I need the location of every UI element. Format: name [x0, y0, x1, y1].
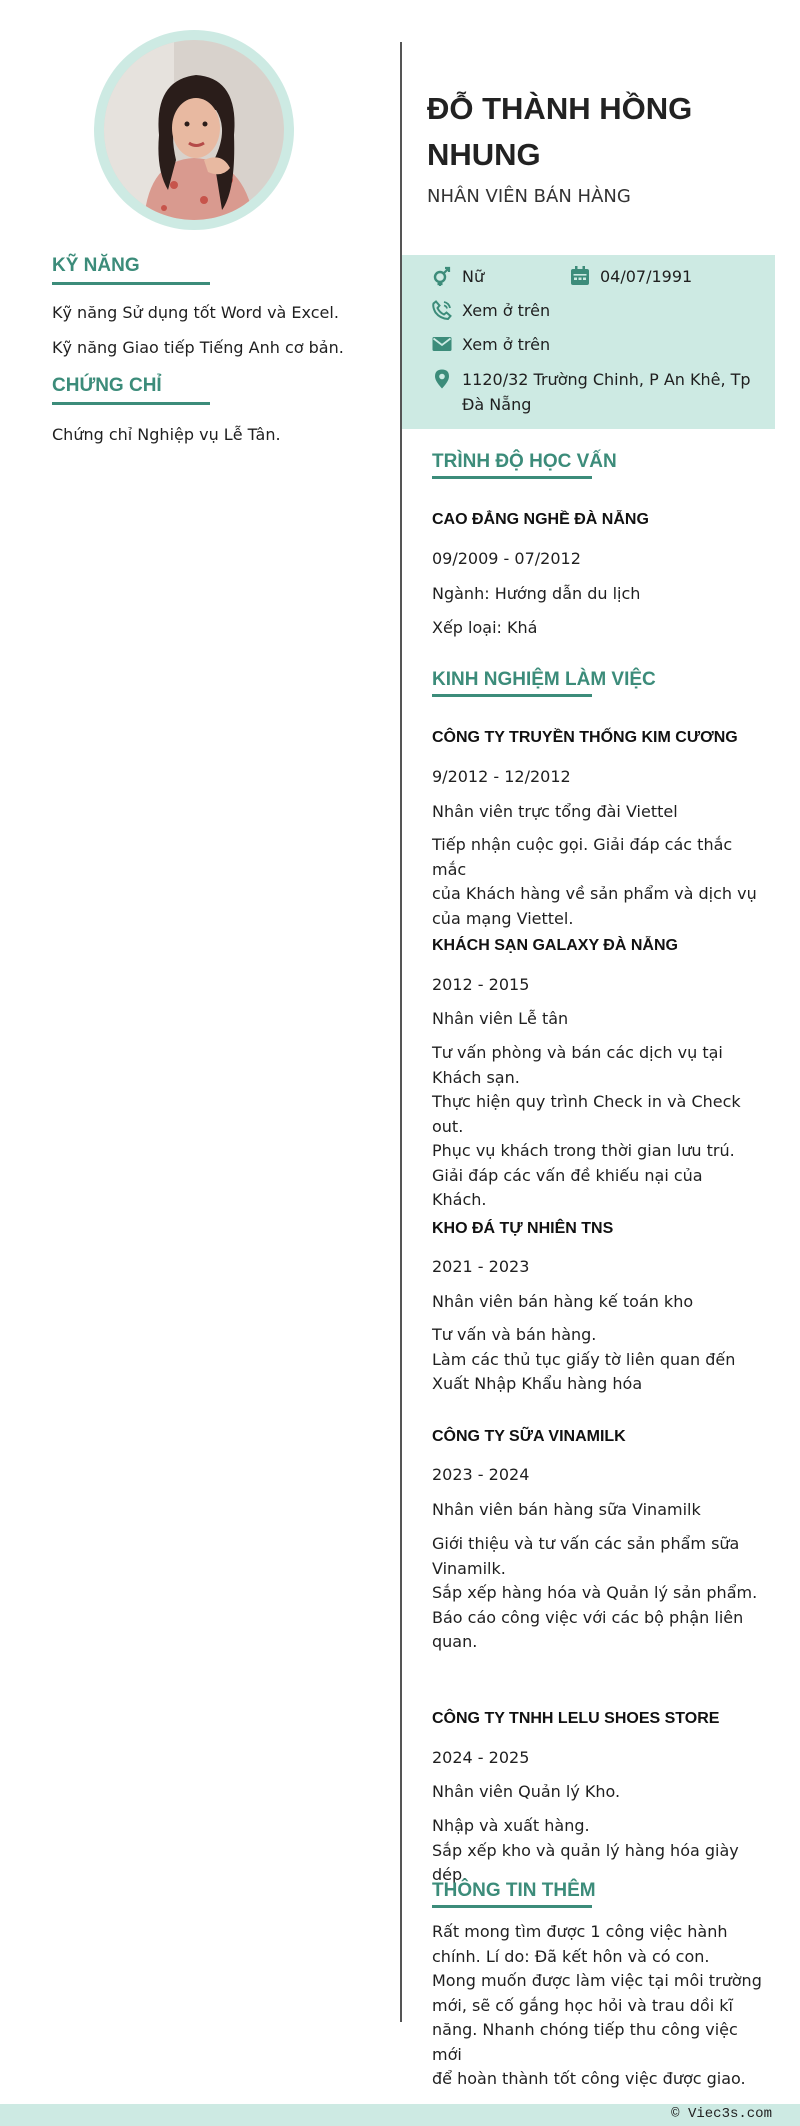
- profile-photo: [104, 40, 284, 220]
- gender-value: Nữ: [462, 267, 485, 286]
- skill-item: Kỹ năng Giao tiếp Tiếng Anh cơ bản.: [52, 338, 344, 357]
- job-position: Nhân viên trực tổng đài Viettel: [432, 802, 678, 821]
- job-period: 2023 - 2024: [432, 1465, 530, 1484]
- avatar: [94, 30, 294, 230]
- email-value: Xem ở trên: [462, 335, 551, 354]
- job-period: 2024 - 2025: [432, 1748, 530, 1767]
- full-name: ĐỖ THÀNH HỒNG NHUNG: [427, 91, 693, 172]
- experience-title: KINH NGHIỆM LÀM VIỆC: [432, 669, 656, 690]
- job-period: 2021 - 2023: [432, 1257, 530, 1276]
- job-company: CÔNG TY SỮA VINAMILK: [432, 1428, 626, 1445]
- education-underline: [432, 476, 592, 479]
- experience-underline: [432, 694, 592, 697]
- job-position: Nhân viên Lễ tân: [432, 1009, 569, 1028]
- job-position: Nhân viên bán hàng kế toán kho: [432, 1292, 694, 1311]
- skills-underline: [52, 282, 210, 285]
- job-company: KHO ĐÁ TỰ NHIÊN TNS: [432, 1220, 614, 1237]
- skills-title: KỸ NĂNG: [52, 255, 140, 276]
- job-description: Tư vấn phòng và bán các dịch vụ tại Khách sạn. Thực hiện quy trình Check in và Check out. Phục vụ khách trong thời gian lưu trú. Giải đáp các vấn đề khiếu nại của Khách.: [432, 1043, 741, 1209]
- job-period: 2012 - 2015: [432, 975, 530, 994]
- skill-item: Kỹ năng Sử dụng tốt Word và Excel.: [52, 303, 339, 322]
- job-company: CÔNG TY TNHH LELU SHOES STORE: [432, 1710, 720, 1727]
- school-name: CAO ĐẲNG NGHỀ ĐÀ NẴNG: [432, 511, 649, 528]
- email-icon: [432, 334, 452, 354]
- gender-icon: [432, 266, 452, 286]
- phone-icon: [432, 300, 452, 320]
- job-description: Tiếp nhận cuộc gọi. Giải đáp các thắc mắc của Khách hàng về sản phẩm và dịch vụ của mạng Viettel.: [432, 835, 757, 928]
- certificates-underline: [52, 402, 210, 405]
- job-description: Giới thiệu và tư vấn các sản phẩm sữa Vinamilk. Sắp xếp hàng hóa và Quản lý sản phẩm. Báo cáo công việc với các bộ phận liên quan.: [432, 1534, 758, 1651]
- certificates-title: CHỨNG CHỈ: [52, 375, 162, 396]
- job-title: NHÂN VIÊN BÁN HÀNG: [427, 186, 631, 207]
- additional-title: THÔNG TIN THÊM: [432, 1880, 596, 1901]
- calendar-icon: [570, 266, 590, 286]
- birthdate-value: 04/07/1991: [600, 267, 693, 286]
- job-description: Nhập và xuất hàng. Sắp xếp kho và quản lý hàng hóa giày dép.: [432, 1816, 739, 1884]
- address-value: 1120/32 Trường Chinh, P An Khê, Tp Đà Nẵng: [462, 370, 751, 414]
- job-position: Nhân viên Quản lý Kho.: [432, 1782, 621, 1801]
- job-position: Nhân viên bán hàng sữa Vinamilk: [432, 1500, 701, 1519]
- education-period: 09/2009 - 07/2012: [432, 549, 581, 568]
- education-title: TRÌNH ĐỘ HỌC VẤN: [432, 451, 617, 472]
- job-company: KHÁCH SẠN GALAXY ĐÀ NẴNG: [432, 937, 678, 954]
- job-period: 9/2012 - 12/2012: [432, 767, 571, 786]
- phone-value: Xem ở trên: [462, 301, 551, 320]
- contact-box: [402, 255, 775, 429]
- additional-underline: [432, 1905, 592, 1908]
- location-icon: [432, 369, 452, 389]
- education-major: Ngành: Hướng dẫn du lịch: [432, 584, 641, 603]
- job-company: CÔNG TY TRUYỀN THỐNG KIM CƯƠNG: [432, 729, 738, 746]
- job-description: Tư vấn và bán hàng. Làm các thủ tục giấy tờ liên quan đến Xuất Nhập Khẩu hàng hóa: [432, 1325, 736, 1393]
- additional-text: Rất mong tìm được 1 công việc hành chính. Lí do: Đã kết hôn và có con. Mong muốn được làm việc tại môi trường mới, sẽ cố gắng học hỏi và trau dồi kĩ năng. Nhanh chóng tiếp thu công việc mới để hoàn thành tốt công việc được giao.: [432, 1922, 762, 2088]
- footer-bar: [0, 2104, 800, 2126]
- education-grade: Xếp loại: Khá: [432, 618, 538, 637]
- certificate-item: Chứng chỉ Nghiệp vụ Lễ Tân.: [52, 425, 281, 444]
- footer-copyright: © Viec3s.com: [671, 2106, 772, 2122]
